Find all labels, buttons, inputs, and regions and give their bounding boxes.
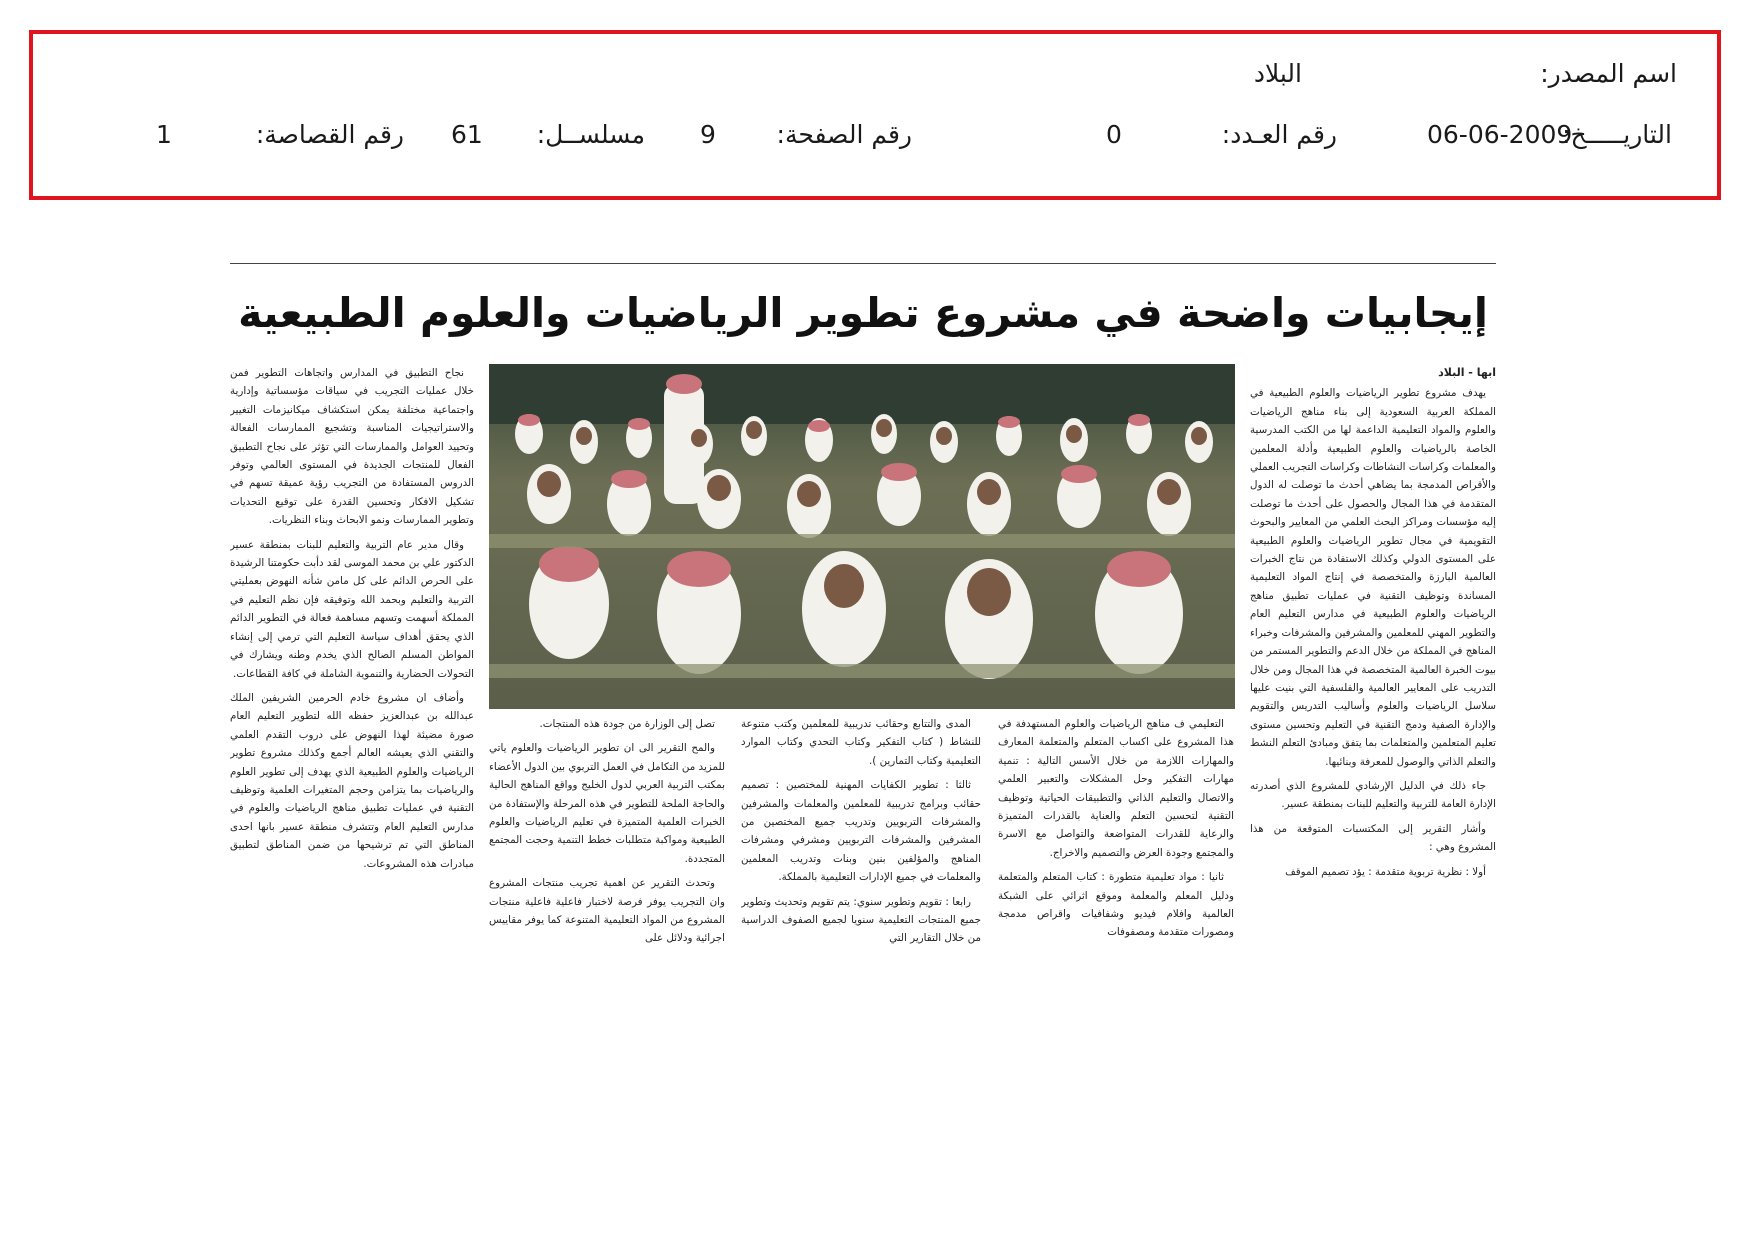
- date-value: 06-06-2009: [1427, 120, 1573, 149]
- column-1-paragraph-1: يهدف مشروع تطوير الرياضيات والعلوم الطبيعية في المملكة العربية السعودية إلى بناء مناهج الرياضيات والعلوم والمواد التعليمية الداعمة لها من الكتب المدرسية الخاصة بالرياضيات والعلوم الطبيعية وأدلة المعلمين والمعلمات وكراسات النشاطات وكراسات التجريب العملي والأقراص المدمجة بما يضاهي أحدث ما توصلت له الدول المتقدمة في هذا المجال والحصول على أحدث ما توصلت إليه مؤسسات ومراكز البحث العلمي من المعايير والبحوث التقويمية في مجال تطوير الرياضيات والعلوم الطبيعية على المستوى الدولي وكذلك الاستفادة من نتاج الخبرات العالمية البارزة والمتخصصة في إنتاج المواد التعليمية المساندة وتوظيف التقنية في عمليات تطبيق مناهج الرياضيات والعلوم الطبيعية في مدارس التعليم العام والتطوير المهني للمعلمين والمشرفين والمشرفات وخبراء المناهج في المملكة من خلال الدعم والتطوير المستمر من بيوت الخبرة العالمية المتخصصة في هذا المجال ومن خلال التدريب على المعايير العالمية والفلسفية التي بنيت عليها سلاسل الرياضيات والعلوم وأساليب التدريس والتقويم والإدارة الصفية ودمج التقنية في التعليم وتحسين مستوى تعليم المتعلمين والمتعلمات بما يتفق ومبادئ التعلم النشط والتعلم الذاتي والوصول للمعرفة وبنائيها.: [1250, 387, 1496, 768]
- issue-label: رقم العـدد:: [1221, 120, 1337, 149]
- dateline: ابها - البلاد: [1438, 366, 1496, 379]
- column-1-paragraph-2: جاء ذلك في الدليل الإرشادي للمشروع الذي أصدرته الإدارة العامة للتربية والتعليم للبنات بمنطقة عسير.: [1250, 779, 1496, 811]
- page-value: 9: [700, 120, 716, 149]
- clip-number-value: 1: [156, 120, 172, 149]
- source-value: البلاد: [1253, 59, 1302, 88]
- column-3-paragraph-3: رابعا : تقويم وتطوير سنوي: يتم تقويم وتحديث وتطوير جميع المنتجات التعليمية سنويا لجميع الصفوف الدراسية من خلال التقارير التي: [741, 895, 981, 945]
- column-1-paragraph-4: أولا : نظرية تربوية متقدمة : يؤد تصميم الموقف: [1285, 865, 1486, 878]
- article-column-4: [489, 715, 725, 990]
- article-headline: إيجابيات واضحة في مشروع تطوير الرياضيات والعلوم الطبيعية: [238, 289, 1488, 337]
- date-label: التاريـــــخ:: [1562, 120, 1672, 149]
- column-2-paragraph-1: التعليمي ف مناهج الرياضيات والعلوم المستهدفة في هذا المشروع على اكساب المتعلم والمتعلمة المعارف والمهارات اللازمة من خلال الأسس التالية : تنمية مهارات التفكير وحل المشكلات والتعبير العلمي والاتصال والتعليم الذاتي والتطبيقات الحياتية وتوظيف التقنية لتحسين التعلم والعناية بالقدرات المتميزة والرعاية للقدرات المتواضعة والتواصل مع الاسرة والمجتمع وجودة العرض والتصميم والاخراج.: [998, 718, 1234, 859]
- serial-label: مسلســل:: [536, 120, 645, 149]
- headline-rule: [230, 263, 1496, 264]
- page-label: رقم الصفحة:: [776, 120, 912, 149]
- column-5-paragraph-2: وقال مدير عام التربية والتعليم للبنات بمنطقة عسير الدكتور علي بن محمد الموسى لقد دأبت حكومتنا الرشيدة على الحرص الدائم على كل مامن شأنه النهوض بعمليتي التربية والتعليم وبحمد الله وتوفيقه فإن نظم التعليم في المملكة أسهمت وتسهم مساهمة فعالة في التطوير الدائم الذي يحقق أهداف سياسة التعليم التي ترمي إلى إنشاء المواطن المسلم الصالح الذي يخدم وطنه ويشارك في التحولات الحضارية والتنموية الشاملة في كافة القطاعات.: [230, 538, 474, 680]
- clipping-header: [29, 30, 1721, 200]
- column-4-paragraph-2: والمح التقرير الى ان تطوير الرياضيات والعلوم ياتي للمزيد من التكامل في العمل التربوي بين الدول الأعضاء بمكتب التربية العربي لدول الخليج وواقع المناهج الحالية والحاجة الملحة للتطوير في هذه المرحلة والإستفادة من الخبرات العلمية المتميزة في تعليم الرياضيات والعلوم الطبيعية ومواكبة متطلبات خطط التنمية وحجت المجتمع المتجددة.: [489, 742, 725, 865]
- column-1-paragraph-3: وأشار التقرير إلى المكتسبات المتوقعة من هذا المشروع وهي :: [1250, 822, 1496, 854]
- column-5-paragraph-3: وأضاف ان مشروع خادم الحرمين الشريفين الملك عبدالله بن عبدالعزيز حفظه الله لتطوير التعليم العام صورة مضيئة لهذا النهوض على دروب التقدم العلمي والتقني الذي يعيشه العالم أجمع وكذلك مشروع تطوير الرياضيات والعلوم الطبيعية الذي يهدف إلى تطوير العلوم والرياضيات بما يتزامن وحجم المتغيرات العلمية وتوظيف التقنية في عمليات تطبيق مناهج الرياضيات والعلوم في مدارس التعليم العام وتتشرف منطقة عسير بانها احدى المناطق التي تم ترشيحها من ضمن المناطق لتطبيق مبادرات هذه المشروعات.: [230, 691, 474, 870]
- article-column-2: [998, 715, 1234, 990]
- source-label: اسم المصدر:: [1540, 59, 1677, 88]
- article-column-1: [1250, 364, 1496, 989]
- column-4-paragraph-1: تصل إلى الوزارة من جودة هذه المنتجات.: [539, 718, 715, 730]
- column-3-paragraph-2: ثالثا : تطوير الكفايات المهنية للمختصين : تصميم حقائب وبرامج تدريبية للمعلمين والمعلمات والمشرفين والمشرفات التربويين وتدريب جميع المختصين من المشرفين والمشرفات التربويين ومشرفي ومشرفات المناهج والمؤلفين بنين وبنات وتدريب المعلمين والمعلمات في جميع الإدارات التعليمية بالمملكة.: [741, 779, 981, 884]
- article-column-3: [741, 715, 981, 990]
- serial-value: 61: [451, 120, 483, 149]
- column-2-paragraph-2: ثانيا : مواد تعليمية متطورة : كتاب المتعلم والمتعلمة ودليل المعلم والمعلمة وموقع اثرائي على الشبكة العالمية وافلام فيديو وشفافيات واقراص مدمجة ومصورات متقدمة ومصفوفات: [998, 871, 1234, 939]
- column-3-paragraph-1: المدى والتتابع وحقائب تدريبية للمعلمين وكتب متنوعة للنشاط ( كتاب التفكير وكتاب التحدي وكتاب الموارد التعليمية وكتاب التمارين ).: [741, 718, 981, 767]
- article-photo: [489, 364, 1235, 709]
- article-column-5: [230, 364, 474, 989]
- column-4-paragraph-3: وتحدث التقرير عن اهمية تجريب منتجات المشروع وان التجريب يوفر فرصة لاختبار فاعلية فاعلية منتجات المشروع من المواد التعليمية المتنوعة كما يوفر مقاييس اجرائية ودلائل على: [489, 877, 725, 945]
- issue-value: 0: [1106, 120, 1122, 149]
- column-5-paragraph-1: نجاح التطبيق في المدارس واتجاهات التطوير فمن خلال عمليات التجريب في سياقات مؤسساتية وإدارية واجتماعية مختلفة يمكن استكشاف ميكانيزمات التغيير والاستراتيجيات المناسبة وتشجيع الممارسات الفعالة وتحييد العوامل والممارسات التي تؤثر على نجاح التطبيق الفعال للمنتجات الجديدة في المستوى العالمي وتوفر الدروس المستفادة من التجريب رؤية عميقة تسهم في تشكيل الافكار وتحسين القدرة على توقيع التحديات وتطوير الممارسات ونمو الابحاث وبناء النظريات.: [230, 367, 474, 527]
- clip-number-label: رقم القصاصة:: [255, 120, 404, 149]
